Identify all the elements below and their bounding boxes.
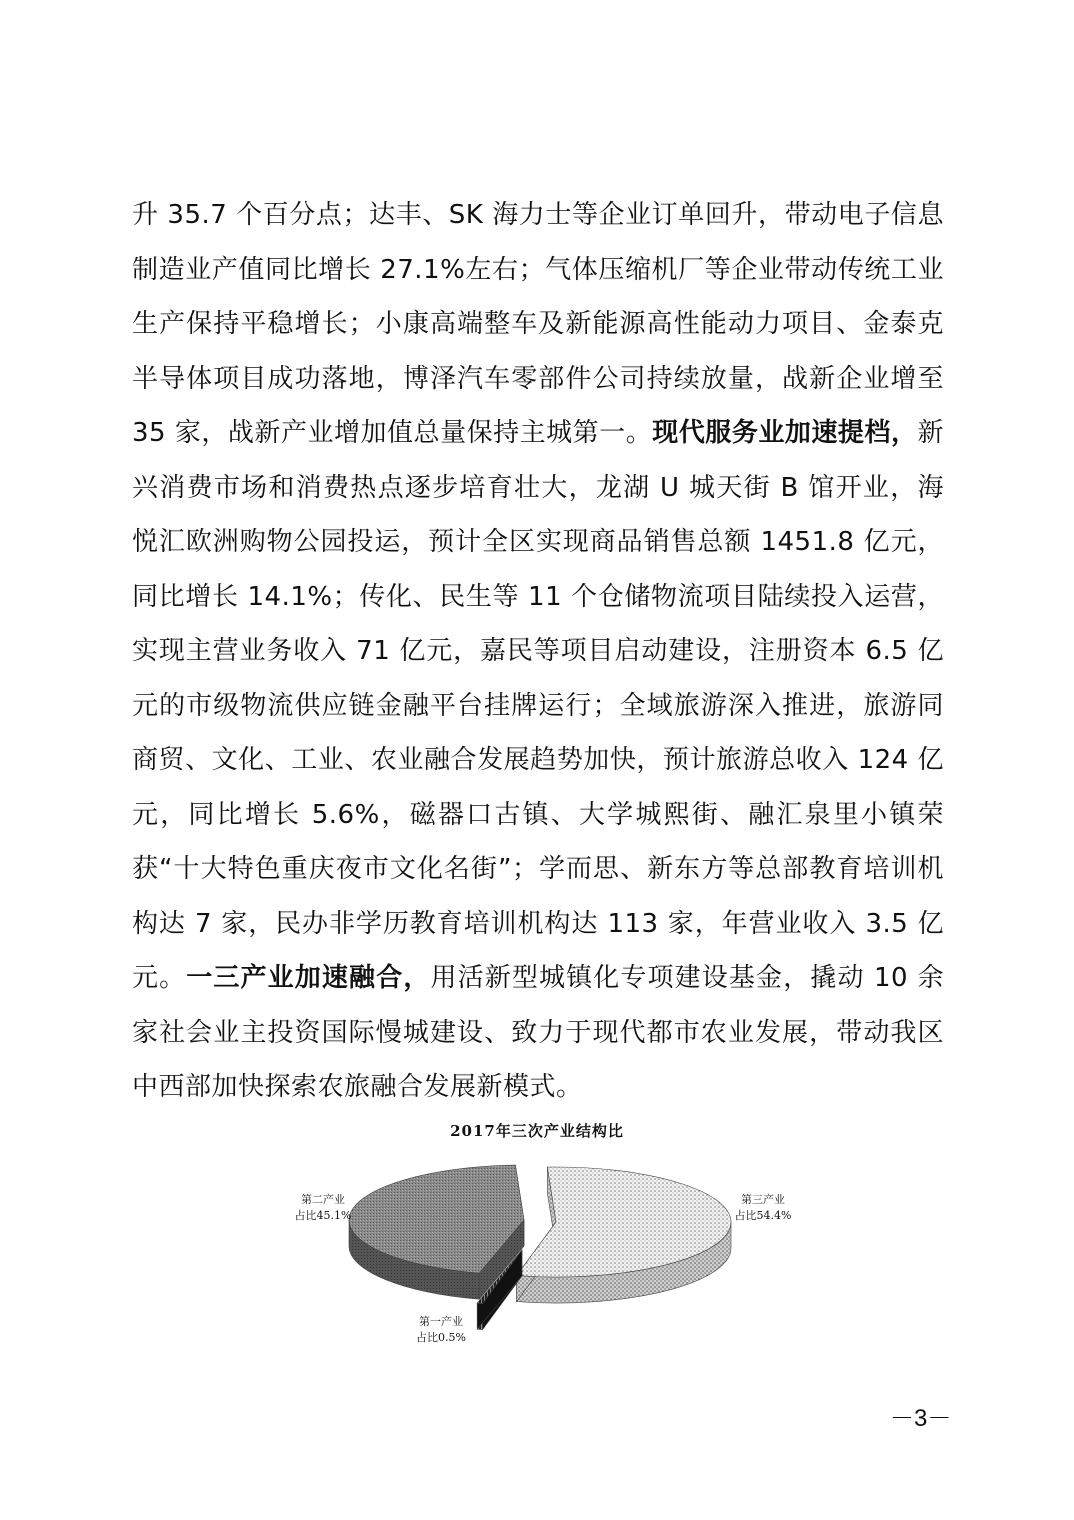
label-primary-industry	[396, 1314, 486, 1346]
label-primary-pct: 占比0.5%	[416, 1331, 466, 1344]
label-primary-name: 第一产业	[419, 1315, 463, 1328]
bold-heading-run: 一三产业加速融合，	[186, 963, 431, 993]
label-secondary-name: 第二产业	[301, 1193, 345, 1206]
body-paragraph	[132, 188, 944, 1115]
text-run: 升 35.7 个百分点；达丰、SK 海力士等企业订单回升，带动电子信息制造业产值同比增长 27.1%左右；气体压缩机厂等企业带动传统工业生产保持平稳增长；小康高端整车及新能源高性能动力项目、金泰克半导体项目成功落地，博泽汽车零部件公司持续放量，战新企业增至 35 家，战新产业增加值总量保持主城第一。	[132, 200, 944, 448]
label-tertiary-industry	[718, 1192, 808, 1224]
text-run: 用活新型城镇化专项建设基金，撬动 10 余家社会业主投资国际慢城建设、致力于现代都市农业发展，带动我区中西部加快探索农旅融合发展新模式。	[132, 963, 944, 1102]
label-tertiary-name: 第三产业	[741, 1193, 785, 1206]
label-tertiary-pct: 占比54.4%	[734, 1209, 792, 1222]
pie-chart	[250, 1150, 830, 1350]
label-secondary-pct: 占比45.1%	[294, 1209, 352, 1222]
label-secondary-industry	[278, 1192, 368, 1224]
page-number: －3－	[890, 1405, 952, 1432]
bold-heading-run: 现代服务业加速提档，	[652, 418, 918, 448]
chart-title: 2017年三次产业结构比	[450, 1122, 624, 1140]
text-run: 新兴消费市场和消费热点逐步培育壮大，龙湖 U 城天街 B 馆开业，海悦汇欧洲购物公园投运，预计全区实现商品销售总额 1451.8 亿元，同比增长 14.1%；传化、民生等 11 个仓储物流项目陆续投入运营，实现主营业务收入 71 亿元，嘉民等项目启动建设，注册资本 6.5 亿元的市级物流供应链金融平台挂牌运行；全域旅游深入推进，旅游同商贸、文化、工业、农业融合发展趋势加快，预计旅游总收入 124 亿元，同比增长 5.6%，磁器口古镇、大学城熙街、融汇泉里小镇荣获“十大特色重庆夜市文化名街”；学而思、新东方等总部教育培训机构达 7 家，民办非学历教育培训机构达 113 家，年营业收入 3.5 亿元。	[132, 418, 944, 993]
